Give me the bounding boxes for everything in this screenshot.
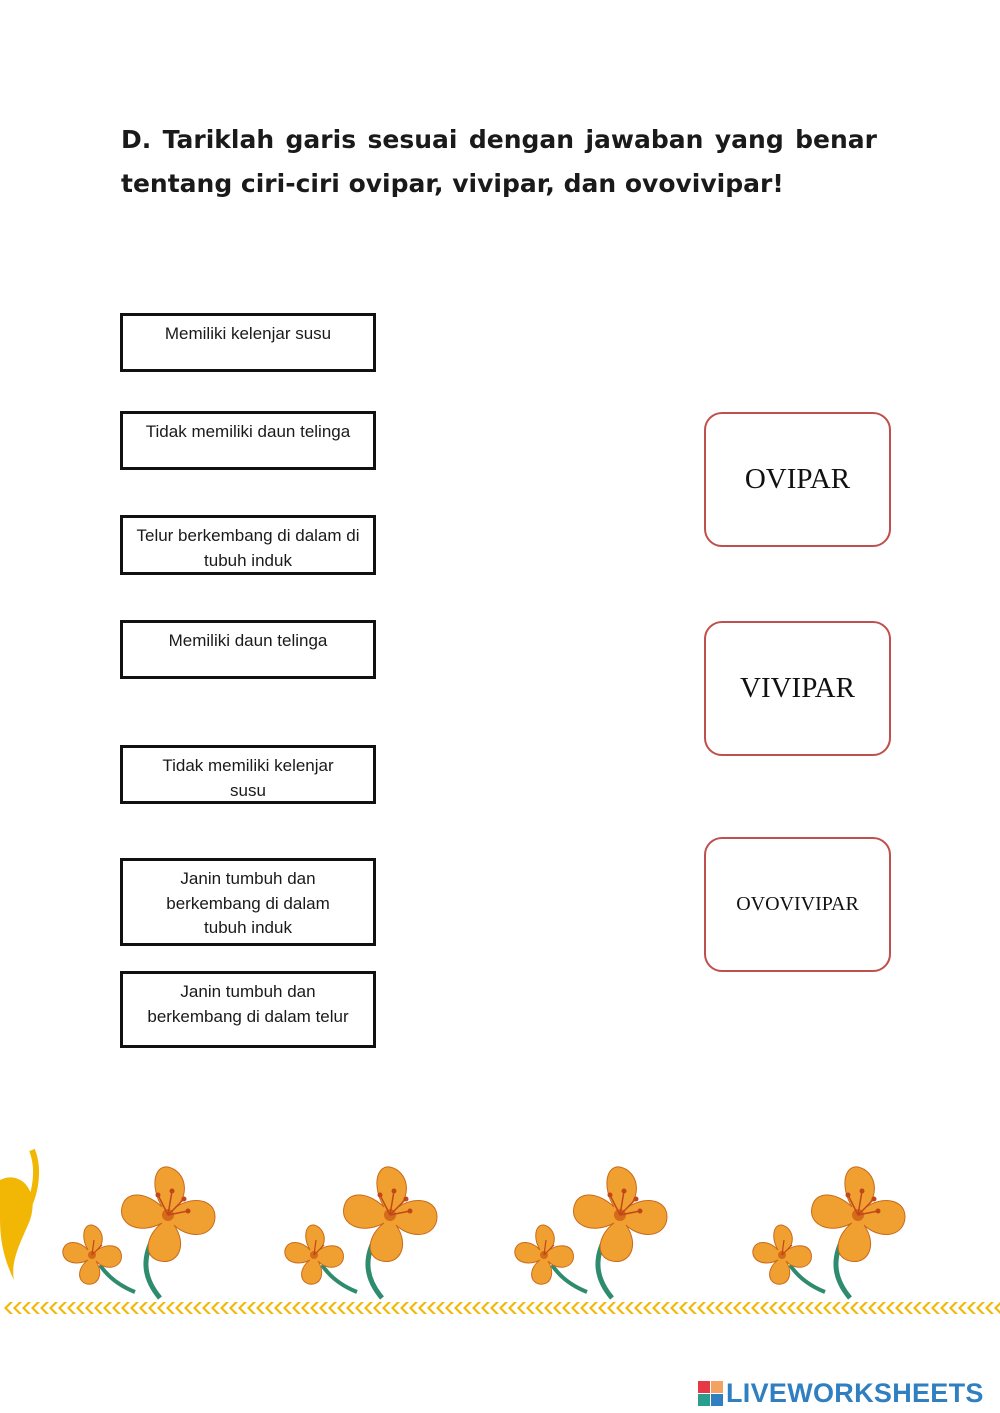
logo-icon [698,1381,724,1407]
statement-box[interactable] [120,858,376,946]
category-box-vivipar[interactable] [704,621,891,756]
flower-border-decoration [0,1140,1000,1325]
liveworksheets-logo [698,1378,984,1409]
logo-text: LIVEWORKSHEETS [726,1378,984,1408]
statement-box[interactable] [120,971,376,1048]
statement-box[interactable] [120,411,376,470]
statement-text: Janin tumbuh dan berkembang di dalam tubuh induk [166,869,330,937]
category-box-ovovivipar[interactable] [704,837,891,972]
statement-box[interactable] [120,620,376,679]
category-label: OVOVIVIPAR [736,893,859,915]
statement-text: Janin tumbuh dan berkembang di dalam telur [147,982,349,1026]
statement-text: Memiliki kelenjar susu [164,324,332,343]
category-label: VIVIPAR [740,672,855,704]
statement-text: Tidak memiliki kelenjar susu [162,756,334,800]
statement-box[interactable] [120,515,376,575]
statement-text: Memiliki daun telinga [168,631,328,650]
statement-box[interactable] [120,313,376,372]
statement-text: Tidak memiliki daun telinga [145,422,351,441]
category-label: OVIPAR [744,463,851,495]
statement-text: Telur berkembang di dalam di tubuh induk [136,526,360,570]
instruction-text: D. Tariklah garis sesuai dengan jawaban yang benar tentang ciri-ciri ovipar, vivipar, dan ovovivipar! [121,125,877,198]
category-box-ovipar[interactable] [704,412,891,547]
statement-box[interactable] [120,745,376,804]
